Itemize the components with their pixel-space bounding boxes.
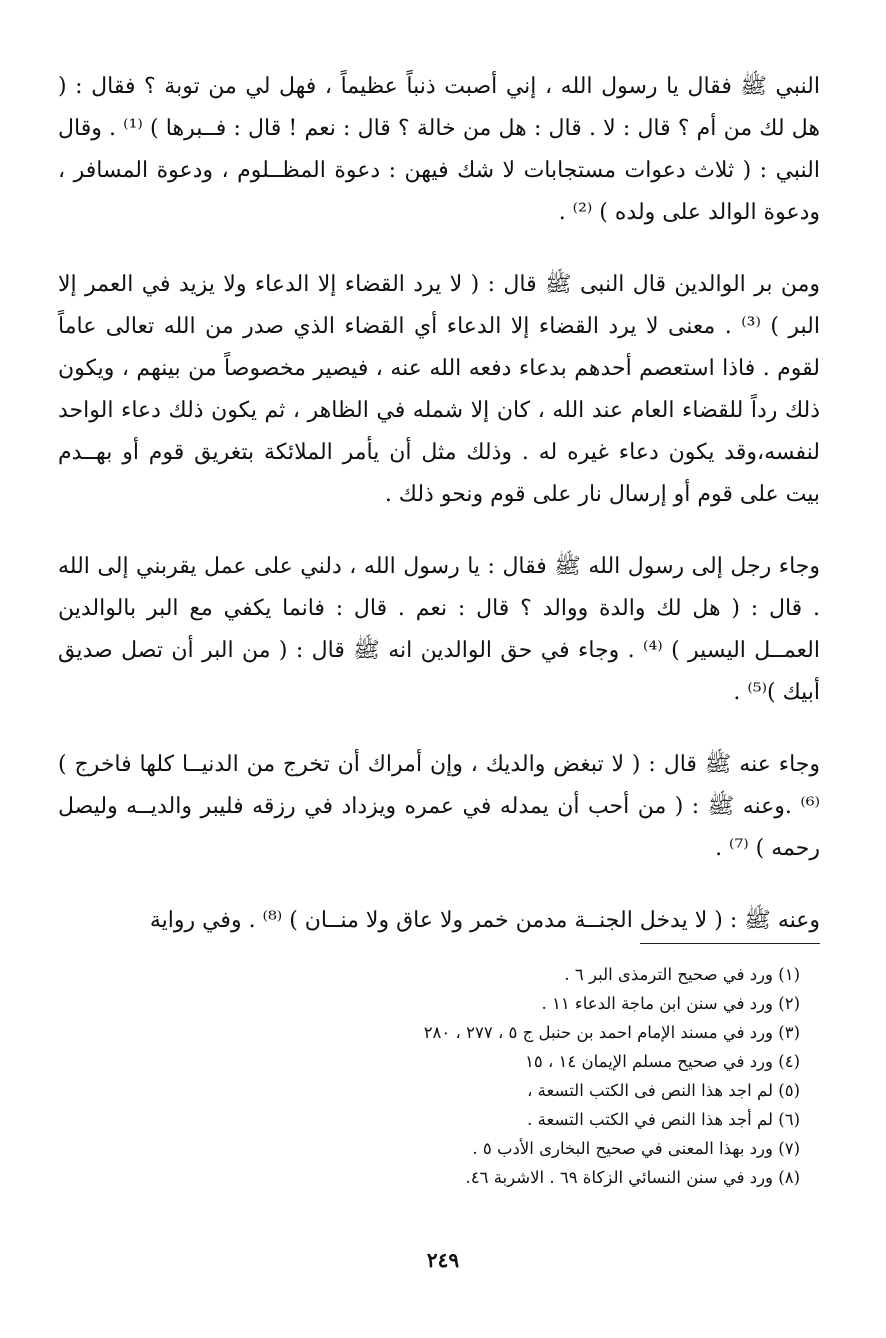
footnote-5: (٥) لم اجد هذا النص فى الكتب التسعة ، bbox=[527, 1081, 800, 1100]
paragraph-2: ومن بر الوالدين قال النبى ﷺ قال : ( لا يرد القضاء إلا الدعاء ولا يزيد في العمر إلا البر ) ⁽³⁾ . معنى لا يرد القضاء إلا الدعاء أي القضاء الذي صدر من الله تعالى عاماً لقوم . فاذا استعصم أحدهم بدعاء دفعه الله عنه ، فيصير مخصوصاً من بينهم ، ويكون ذلك رداً للقضاء العام عند الله ، كان إلا شمله في الظاهر ، ثم يكون ذلك دعاء الواحد لنفسه،وقد يكون دعاء غيره له . وذلك مثل أن يأمر الملائكة بتغريق قوم أو بهــدم بيت على قوم أو إرسال نار على قوم ونحو ذلك . bbox=[58, 272, 820, 507]
footnote-1: (١) ورد في صحيح الترمذى البر ٦ . bbox=[564, 965, 800, 984]
paragraph-3: وجاء رجل إلى رسول الله ﷺ فقال : يا رسول الله ، دلني على عمل يقربني إلى الله . قال : ( هل لك والدة ووالد ؟ قال : نعم . قال : فانما يكفي مع البر بالوالدين العمــل اليسير ) ⁽⁴⁾ . وجاء في حق الوالدين انه ﷺ قال : ( من البر أن تصل صديق أبيك )⁽⁵⁾ . bbox=[58, 554, 820, 705]
footnote-7: (٧) ورد بهذا المعنى في صحيح البخارى الأدب ٥ . bbox=[472, 1139, 800, 1158]
paragraph-1: النبي ﷺ فقال يا رسول الله ، إني أصبت ذنباً عظيماً ، فهل لي من توبة ؟ فقال : ( هل لك من أم ؟ قال : لا . قال : هل من خالة ؟ قال : نعم ! قال : فــبرها ) ⁽¹⁾ . وقال النبي : ( ثلاث دعوات مستجابات لا شك فيهن : دعوة المظــلوم ، ودعوة المسافر ، ودعوة الوالد على ولده ) ⁽²⁾ . bbox=[58, 74, 820, 225]
paragraph-gap bbox=[58, 234, 820, 264]
paragraph-5: وعنه ﷺ : ( لا يدخل الجنــة مدمن خمر ولا عاق ولا منــان ) ⁽⁸⁾ . وفي رواية bbox=[149, 908, 820, 933]
page-body bbox=[58, 66, 820, 942]
footnote-3: (٣) ورد في مسند الإمام احمد بن حنبل ج ٥ ، ٢٧٧ ، ٢٨٠ bbox=[423, 1023, 800, 1042]
footnote-divider bbox=[640, 943, 820, 944]
page-number: ٢٤٩ bbox=[426, 1248, 460, 1272]
paragraph-gap bbox=[58, 516, 820, 546]
footnote-4: (٤) ورد في صحيح مسلم الإيمان ١٤ ، ١٥ bbox=[524, 1052, 800, 1071]
footnotes bbox=[300, 960, 800, 1192]
paragraph-gap bbox=[58, 714, 820, 744]
paragraph-gap bbox=[58, 870, 820, 900]
paragraph-4: وجاء عنه ﷺ قال : ( لا تبغض والديك ، وإن أمراك أن تخرج من الدنيــا كلها فاخرج ) ⁽⁶⁾ .وعنه ﷺ : ( من أحب أن يمدله في عمره ويزداد في رزقه فليبر والديــه وليصل رحمه ) ⁽⁷⁾ . bbox=[58, 752, 820, 861]
footnote-8: (٨) ورد في سنن النسائي الزكاة ٦٩ . الاشربة ٤٦. bbox=[465, 1168, 800, 1187]
footnote-6: (٦) لم أجد هذا النص في الكتب التسعة . bbox=[527, 1110, 800, 1129]
footnote-2: (٢) ورد في سنن ابن ماجة الدعاء ١١ . bbox=[541, 994, 800, 1013]
